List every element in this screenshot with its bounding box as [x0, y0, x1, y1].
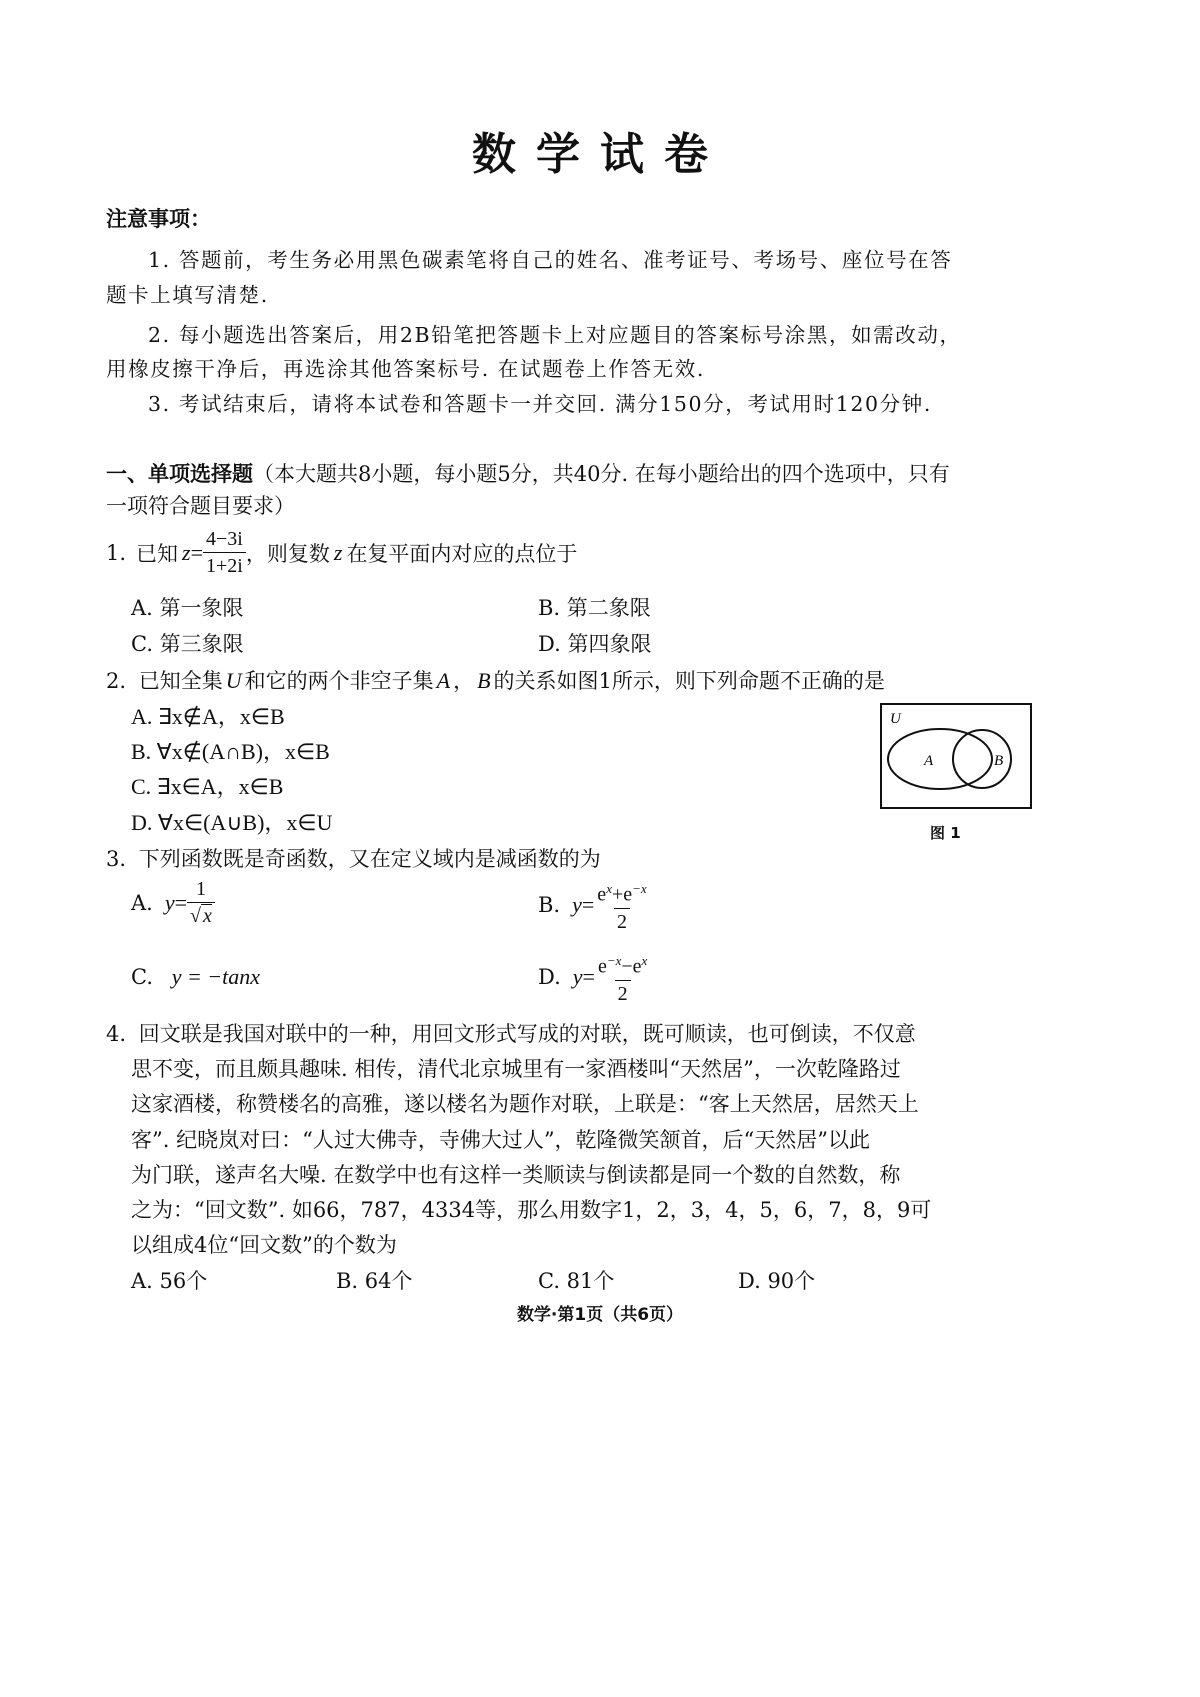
question-1-post-2: 在复平面内对应的点位于 — [346, 541, 578, 566]
option-a-fraction — [187, 876, 215, 929]
question-1 — [106, 526, 577, 579]
option-d-label: D. — [538, 965, 561, 990]
section-1-title: 一、单项选择题 — [106, 462, 253, 486]
question-3-option-d: D. y = $\frac{e^{-x}-e^x}{2}$ — [538, 948, 650, 1007]
question-1-var: z — [182, 539, 191, 565]
notice-line-2b: 用橡皮擦干净后，再选涂其他答案标号. 在试题卷上作答无效. — [106, 357, 705, 381]
fraction-numerator: 4−3i — [206, 528, 243, 550]
b-sup2: −x — [632, 881, 647, 896]
option-d-y: y — [572, 964, 583, 990]
question-4-line-3: 这家酒楼，称赞楼名的高雅，遂以楼名为题作对联，上联是：“客上天然居，居然天上 — [131, 1092, 919, 1116]
page-title: 数学试卷 — [472, 129, 728, 180]
question-4-line-4: 客”. 纪晓岚对曰：“人过大佛寺，寺佛大过人”，乾隆微笑颔首，后“天然居”以此 — [131, 1128, 871, 1152]
question-1-number: 1. — [106, 540, 127, 565]
notice-line-1b: 题卡上填写清楚. — [106, 283, 269, 307]
venn-diagram-svg — [880, 703, 1060, 815]
question-4-option-a: A. 56个 — [131, 1269, 208, 1293]
notice-heading: 注意事项： — [106, 207, 211, 231]
figure-caption: 图 1 — [930, 824, 961, 842]
section-1-desc-2: 一项符合题目要求） — [106, 494, 295, 518]
fraction-denominator: 1+2i — [203, 552, 246, 579]
option-c-label: C. — [131, 965, 153, 989]
question-4-line-6: 之为：“回文数”. 如66，787，4334等，那么用数字1，2，3，4，5，6，7，8，9可 — [131, 1198, 932, 1222]
b-sup1: x — [606, 881, 612, 896]
question-2-text-2: 和它的两个非空子集 — [244, 669, 434, 693]
question-4-text-1: 回文联是我国对联中的一种，用回文形式写成的对联，既可顺读，也可倒读，不仅意 — [138, 1022, 916, 1046]
d-sup2: x — [641, 953, 648, 968]
set-a-ellipse — [888, 729, 992, 789]
question-4-line-7: 以组成4位“回文数”的个数为 — [131, 1233, 397, 1257]
option-a-numerator: 1 — [195, 878, 206, 900]
question-1-eq: = — [190, 539, 204, 565]
question-2-var-b: B — [477, 668, 491, 693]
question-2-number: 2. — [106, 669, 127, 693]
option-a-denominator: √ x — [187, 902, 215, 929]
page-footer: 数学·第1页（共6页） — [516, 1305, 684, 1325]
venn-diagram — [880, 703, 1060, 815]
question-1-option-c: C. 第三象限 — [131, 632, 244, 656]
option-b-y: y — [572, 892, 582, 918]
section-1-heading — [106, 458, 950, 488]
question-2 — [106, 665, 885, 695]
question-4-option-d: D. 90个 — [738, 1269, 816, 1293]
question-2-var-u: U — [225, 668, 242, 693]
question-3-option-a: A. y = $\frac{1}{√ x}$ — [131, 876, 215, 929]
option-d-numerator — [595, 948, 650, 980]
universal-set-rect — [881, 704, 1031, 808]
question-1-fraction — [203, 526, 246, 579]
d-sup1: −x — [606, 953, 622, 968]
question-2-option-b: B. ∀x∉(A∩B)，x∈B — [131, 739, 330, 764]
question-4-line-5: 为门联，遂声名大噪. 在数学中也有这样一类顺读与倒读都是同一个数的自然数，称 — [131, 1163, 901, 1187]
question-1-option-d: D. 第四象限 — [538, 632, 652, 656]
question-2-text-3: 的关系如图1所示，则下列命题不正确的是 — [493, 669, 885, 693]
question-1-var-2: z — [333, 539, 343, 565]
section-1-desc: （本大题共8小题，每小题5分，共40分. 在每小题给出的四个选项中，只有 — [253, 462, 950, 486]
option-b-label: B. — [538, 893, 561, 918]
venn-label-b: B — [994, 753, 1004, 769]
b-e1: e — [597, 883, 607, 906]
question-4-line-1 — [106, 1018, 916, 1048]
option-b-fraction — [594, 876, 649, 935]
question-2-comma: ， — [453, 669, 475, 693]
option-d-fraction — [595, 948, 650, 1007]
option-d-denominator: 2 — [615, 980, 631, 1007]
option-b-numerator — [594, 876, 649, 908]
option-a-y: y — [164, 889, 175, 915]
question-4-option-c: C. 81个 — [538, 1269, 615, 1293]
question-2-option-a: A. ∃x∉A，x∈B — [131, 704, 285, 729]
question-2-option-d: D. ∀x∈(A∪B)，x∈U — [131, 810, 333, 835]
question-3-option-b: B. y = $\frac{e^x+e^{-x}}{2}$ — [538, 876, 650, 935]
question-2-var-a: A — [436, 668, 451, 693]
question-3 — [106, 843, 601, 873]
notice-line-2: 2. 每小题选出答案后，用2B铅笔把答题卡上对应题目的答案标号涂黑，如需改动， — [148, 323, 962, 347]
question-3-number: 3. — [106, 847, 127, 871]
option-c-expr: y = −tanx — [171, 964, 261, 989]
question-4-line-2: 思不变，而且颇具趣味. 相传，清代北京城里有一家酒楼叫“天然居”，一次乾隆路过 — [131, 1057, 901, 1081]
option-a-radicand: x — [203, 905, 212, 927]
question-2-text-1: 已知全集 — [138, 669, 223, 693]
question-4-number: 4. — [106, 1022, 127, 1046]
question-1-option-b: B. 第二象限 — [538, 596, 651, 620]
question-1-post: ，则复数 — [245, 541, 330, 566]
option-b-denominator: 2 — [614, 908, 630, 935]
venn-label-u: U — [890, 711, 901, 727]
question-1-pre: 已知 — [136, 541, 179, 566]
notice-line-1: 1. 答题前，考生务必用黑色碳素笔将自己的姓名、准考证号、考场号、座位号在答 — [148, 248, 953, 272]
venn-label-a: A — [924, 753, 934, 769]
notice-line-3: 3. 考试结束后，请将本试卷和答题卡一并交回. 满分150分，考试用时120分钟. — [148, 392, 932, 416]
b-plus: +e — [611, 883, 633, 906]
question-2-option-c: C. ∃x∈A，x∈B — [131, 774, 284, 799]
d-e1: e — [597, 955, 607, 978]
question-3-text: 下列函数既是奇函数，又在定义域内是减函数的为 — [138, 847, 601, 871]
question-1-option-a: A. 第一象限 — [131, 596, 244, 620]
option-a-label: A. — [131, 890, 153, 915]
question-3-option-c — [131, 964, 260, 990]
question-4-option-b: B. 64个 — [336, 1269, 413, 1293]
d-minus: −e — [621, 955, 642, 978]
